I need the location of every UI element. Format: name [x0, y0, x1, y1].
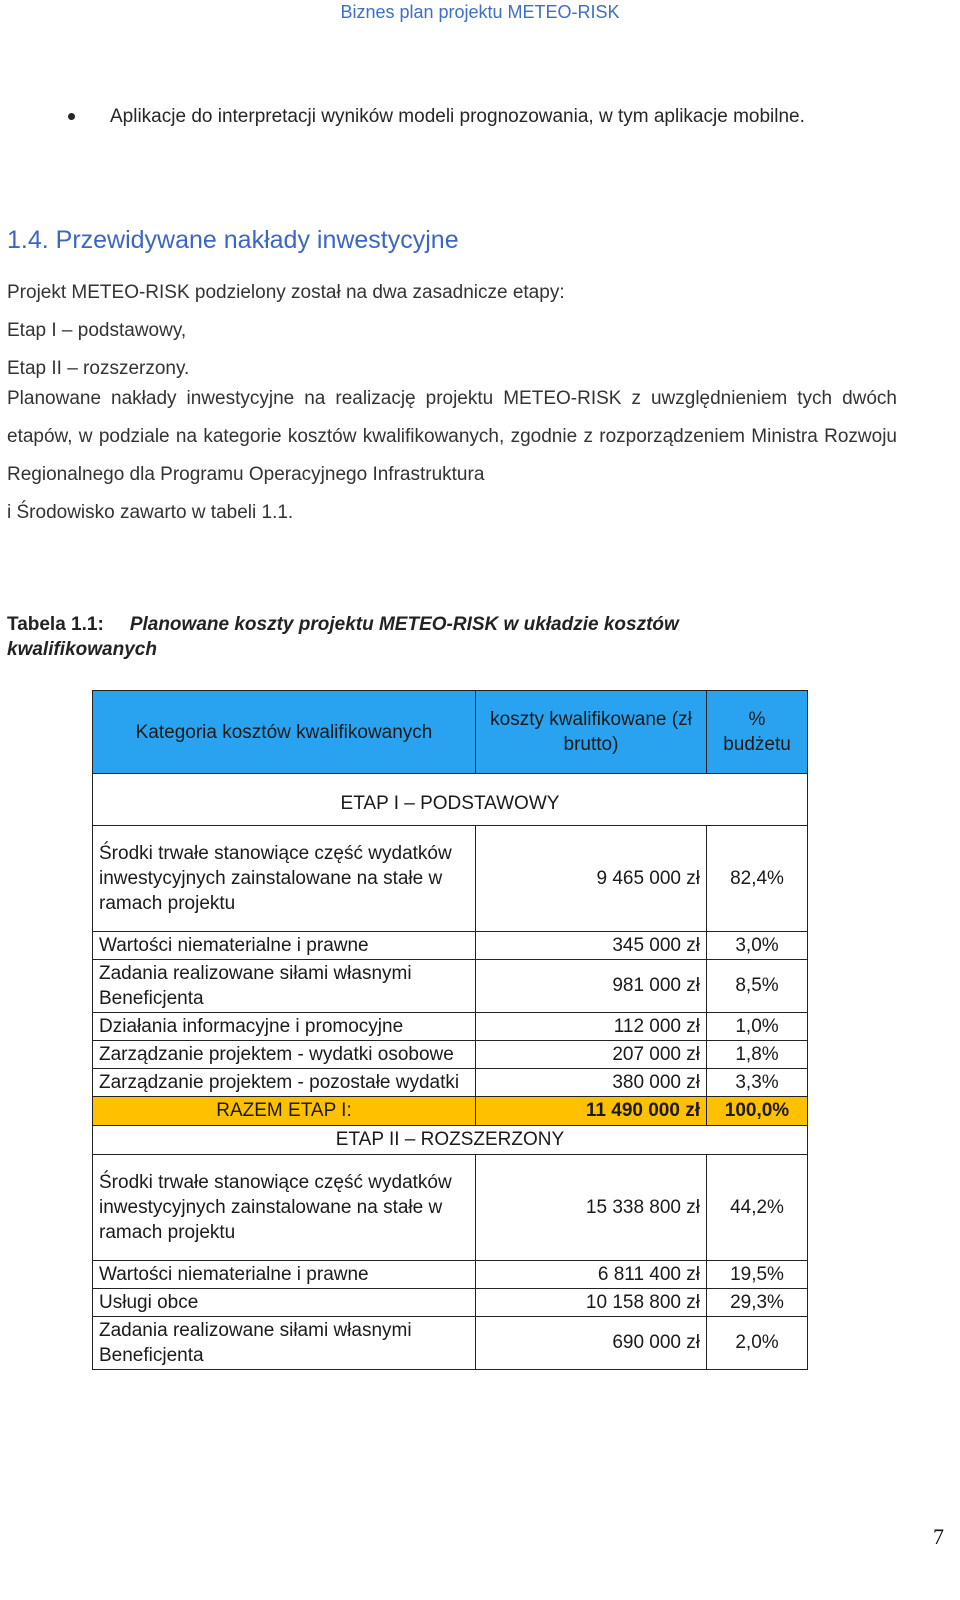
row-percent: 2,0% — [707, 1317, 808, 1370]
row-percent: 82,4% — [707, 826, 808, 932]
main-paragraph-last-line: i Środowisko zawarto w tabeli 1.1. — [7, 502, 294, 523]
total-percent: 100,0% — [707, 1097, 808, 1126]
row-amount: 207 000 zł — [476, 1041, 707, 1069]
stage-1-title-row — [93, 774, 808, 826]
section-heading: 1.4. Przewidywane nakłady inwestycyjne — [7, 226, 459, 254]
row-percent: 3,3% — [707, 1069, 808, 1097]
row-amount: 6 811 400 zł — [476, 1261, 707, 1289]
table-row — [93, 1013, 808, 1041]
row-amount: 690 000 zł — [476, 1317, 707, 1370]
row-amount: 9 465 000 zł — [476, 826, 707, 932]
row-percent: 29,3% — [707, 1289, 808, 1317]
row-percent: 1,0% — [707, 1013, 808, 1041]
row-amount: 981 000 zł — [476, 960, 707, 1013]
row-amount: 380 000 zł — [476, 1069, 707, 1097]
stage-2-title-row — [93, 1126, 808, 1155]
header-category: Kategoria kosztów kwalifikowanych — [93, 691, 476, 774]
table-caption-text: Planowane koszty projektu METEO-RISK w układzie kosztów kwalifikowanych — [7, 614, 679, 660]
row-category: Wartości niematerialne i prawne — [93, 1261, 476, 1289]
table-row — [93, 1069, 808, 1097]
total-amount: 11 490 000 zł — [476, 1097, 707, 1126]
cost-table — [92, 690, 808, 1370]
row-category: Zarządzanie projektem - wydatki osobowe — [93, 1041, 476, 1069]
bullet-dot-icon — [68, 113, 75, 120]
table-header-row — [93, 691, 808, 774]
stage-2-title: ETAP II – ROZSZERZONY — [93, 1126, 808, 1155]
row-amount: 112 000 zł — [476, 1013, 707, 1041]
stage-1-line: Etap I – podstawowy, — [7, 320, 187, 341]
stage-2-line: Etap II – rozszerzony. — [7, 358, 190, 379]
row-category: Zadania realizowane siłami własnymi Beneficjenta — [93, 1317, 476, 1370]
table-row — [93, 1155, 808, 1261]
main-paragraph — [7, 380, 897, 532]
row-category: Środki trwałe stanowiące część wydatków inwestycyjnych zainstalowane na stałe w ramach projektu — [93, 826, 476, 932]
intro-paragraph — [7, 274, 897, 388]
intro-line: Projekt METEO-RISK podzielony został na dwa zasadnicze etapy: — [7, 282, 565, 303]
table-row — [93, 1261, 808, 1289]
header-cost: koszty kwalifikowane (zł brutto) — [476, 691, 707, 774]
table-row — [93, 1041, 808, 1069]
table-row — [93, 932, 808, 960]
row-percent: 19,5% — [707, 1261, 808, 1289]
row-percent: 8,5% — [707, 960, 808, 1013]
row-category: Usługi obce — [93, 1289, 476, 1317]
row-category: Zadania realizowane siłami własnymi Beneficjenta — [93, 960, 476, 1013]
table-row — [93, 960, 808, 1013]
page-number: 7 — [933, 1524, 944, 1549]
row-amount: 345 000 zł — [476, 932, 707, 960]
row-category: Środki trwałe stanowiące część wydatków inwestycyjnych zainstalowane na stałe w ramach projektu — [93, 1155, 476, 1261]
row-percent: 44,2% — [707, 1155, 808, 1261]
stage-1-title: ETAP I – PODSTAWOWY — [93, 774, 808, 826]
row-category: Działania informacyjne i promocyjne — [93, 1013, 476, 1041]
main-paragraph-text: Planowane nakłady inwestycyjne na realizację projektu METEO-RISK z uwzględnieniem tych dwóch etapów, w podziale na kategorie kosztów kwalifikowanych, zgodnie z rozporządzeniem Ministra Rozwoju Regionalnego dla Programu Operacyjnego Infrastruktura — [7, 388, 897, 485]
total-label: RAZEM ETAP I: — [93, 1097, 476, 1126]
bullet-item — [72, 98, 892, 136]
table-caption — [7, 612, 807, 662]
table-caption-label: Tabela 1.1: — [7, 614, 104, 635]
running-header: Biznes plan projektu METEO-RISK — [340, 2, 620, 22]
bullet-text: Aplikacje do interpretacji wyników modeli prognozowania, w tym aplikacje mobilne. — [110, 106, 805, 127]
row-percent: 3,0% — [707, 932, 808, 960]
table-row — [93, 1289, 808, 1317]
row-amount: 10 158 800 zł — [476, 1289, 707, 1317]
table-row — [93, 1317, 808, 1370]
row-category: Zarządzanie projektem - pozostałe wydatki — [93, 1069, 476, 1097]
row-amount: 15 338 800 zł — [476, 1155, 707, 1261]
row-percent: 1,8% — [707, 1041, 808, 1069]
row-category: Wartości niematerialne i prawne — [93, 932, 476, 960]
header-percent: % budżetu — [707, 691, 808, 774]
stage-1-total-row — [93, 1097, 808, 1126]
table-row — [93, 826, 808, 932]
